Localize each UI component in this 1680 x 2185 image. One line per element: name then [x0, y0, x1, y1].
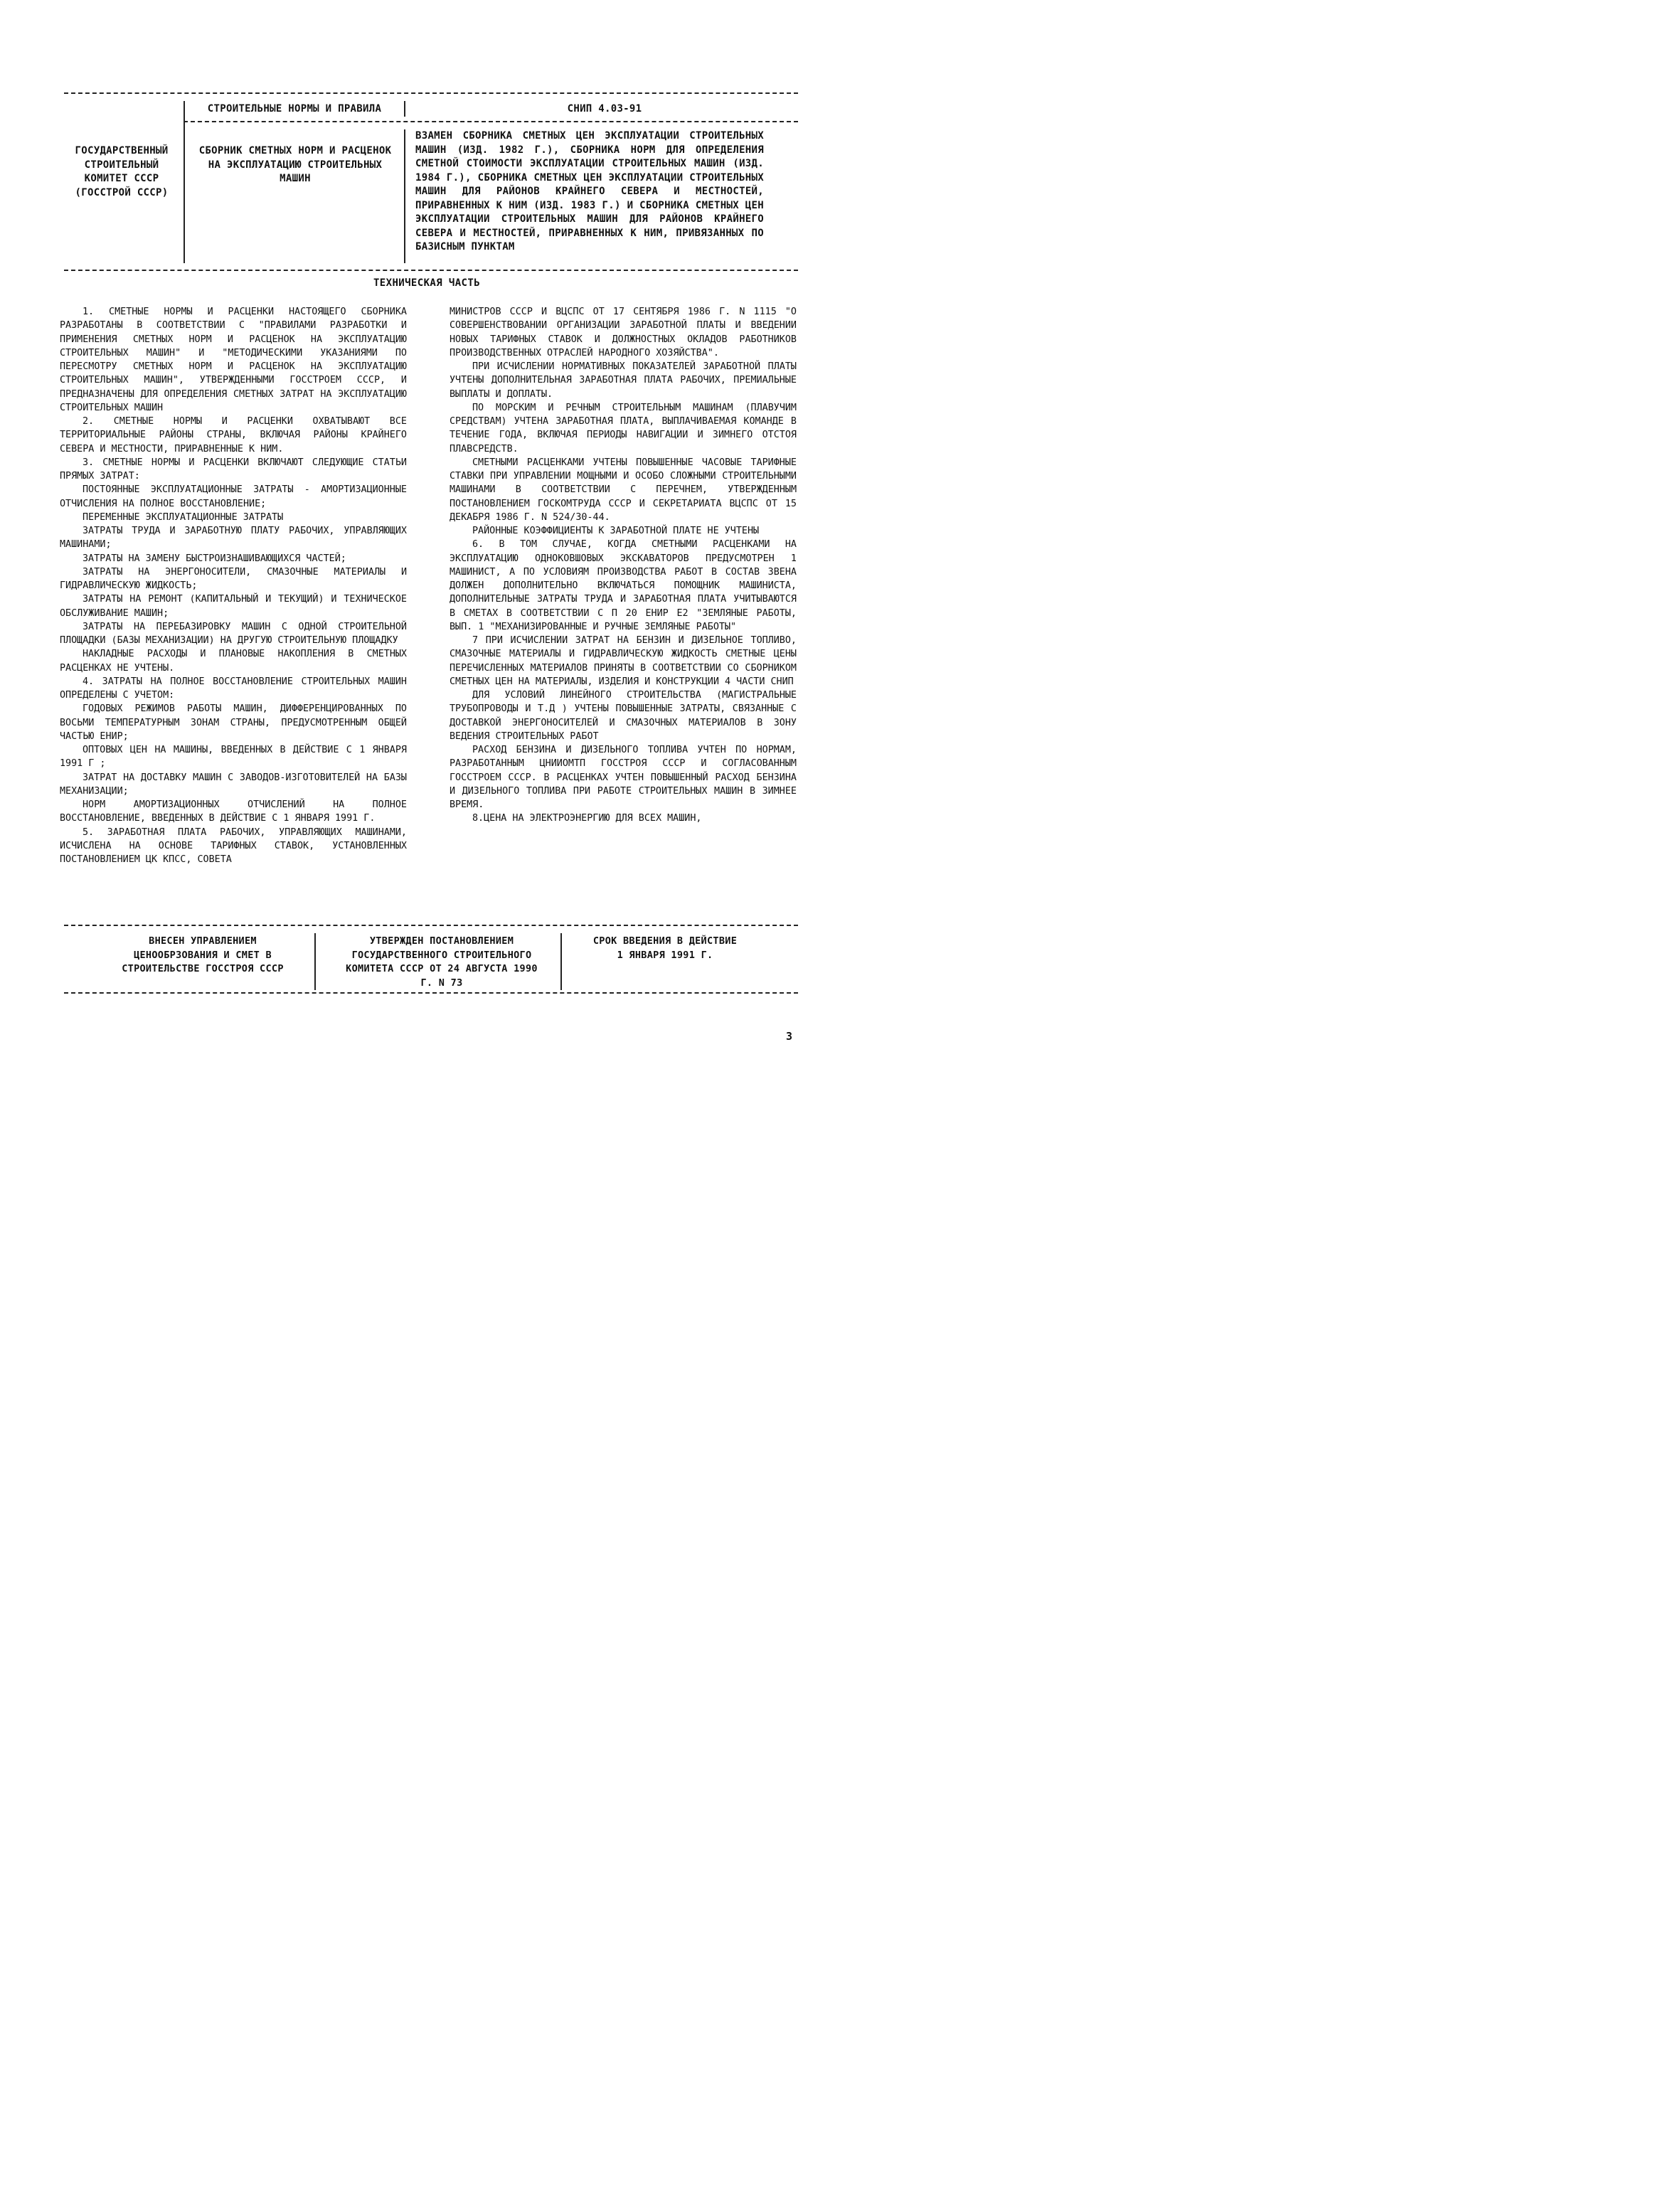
issuing-organization: ГОСУДАРСТВЕННЫЙ СТРОИТЕЛЬНЫЙ КОМИТЕТ СССР (ГОССТРОЙ СССР)	[75, 145, 169, 198]
paragraph: МИНИСТРОВ СССР И ВЦСПС ОТ 17 СЕНТЯБРЯ 1986 Г. N 1115 "О СОВЕРШЕНСТВОВАНИИ ОРГАНИЗАЦИИ ЗАРАБОТНОЙ ПЛАТЫ И ВВЕДЕНИИ НОВЫХ ТАРИФНЫХ СТАВОК И ДОЛЖНОСТНЫХ ОКЛАДОВ РАБОТНИКОВ ПРОИЗВОДСТВЕННЫХ ОТРАСЛЕЙ НАРОДНОГО ХОЗЯЙСТВА".	[450, 307, 797, 358]
paragraph: 6. В ТОМ СЛУЧАЕ, КОГДА СМЕТНЫМИ РАСЦЕНКАМИ НА ЭКСПЛУАТАЦИЮ ОДНОКОВШОВЫХ ЭКСКАВАТОРОВ ПРЕДУСМОТРЕН 1 МАШИНИСТ, А ПО УСЛОВИЯМ ПРОИЗВОДСТВА РАБОТ В СОСТАВ ЗВЕНА ДОЛЖЕН ДОПОЛНИТЕЛЬНО ВКЛЮЧАТЬСЯ ПОМОЩНИК МАШИНИСТА, ДОПОЛНИТЕЛЬНЫЕ ЗАТРАТЫ ТРУДА И ЗАРАБОТНАЯ ПЛАТА УЧИТЫВАЮТСЯ В СМЕТАХ В СООТВЕТСТВИИ С П 20 ЕНИР Е2 "ЗЕМЛЯНЫЕ РАБОТЫ, ВЫП. 1 "МЕХАНИЗИРОВАННЫЕ И РУЧНЫЕ ЗЕМЛЯНЫЕ РАБОТЫ"	[450, 539, 797, 632]
footer-divider-left	[314, 933, 316, 990]
replaces-note: ВЗАМЕН СБОРНИКА СМЕТНЫХ ЦЕН ЭКСПЛУАТАЦИИ СТРОИТЕЛЬНЫХ МАШИН (ИЗД. 1982 Г.), СБОРНИКА НОРМ ДЛЯ ОПРЕДЕЛЕНИЯ СМЕТНОЙ СТОИМОСТИ ЭКСПЛУАТАЦИИ СТРОИТЕЛЬНЫХ МАШИН (ИЗД. 1984 Г.), СБОРНИКА СМЕТНЫХ ЦЕН ЭКСПЛУАТАЦИИ СТРОИТЕЛЬНЫХ МАШИН ДЛЯ РАЙОНОВ КРАЙНЕГО СЕВЕРА И МЕСТНОСТЕЙ, ПРИРАВНЕННЫХ К НИМ (ИЗД. 1983 Г.) И СБОРНИКА СМЕТНЫХ ЦЕН ЭКСПЛУАТАЦИИ СТРОИТЕЛЬНЫХ МАШИН ДЛЯ РАЙОНОВ КРАЙНЕГО СЕВЕРА И МЕСТНОСТЕЙ, ПРИРАВНЕННЫХ К НИМ, ПРИВЯЗАННЫХ ПО БАЗИСНЫМ ПУНКТАМ	[415, 130, 764, 252]
paragraph: ПРИ ИСЧИСЛЕНИИ НОРМАТИВНЫХ ПОКАЗАТЕЛЕЙ ЗАРАБОТНОЙ ПЛАТЫ УЧТЕНЫ ДОПОЛНИТЕЛЬНАЯ ЗАРАБОТНАЯ ПЛАТА РАБОЧИХ, ПРЕМИАЛЬНЫЕ ВЫПЛАТЫ И ДОПЛАТЫ.	[450, 361, 797, 400]
paragraph: ЗАТРАТЫ НА ЗАМЕНУ БЫСТРОИЗНАШИВАЮЩИХСЯ ЧАСТЕЙ;	[83, 553, 346, 564]
paragraph: ДЛЯ УСЛОВИЙ ЛИНЕЙНОГО СТРОИТЕЛЬСТВА (МАГИСТРАЛЬНЫЕ ТРУБОПРОВОДЫ И Т.Д ) УЧТЕНЫ ПОВЫШЕННЫЕ ЗАТРАТЫ, СВЯЗАННЫЕ С ДОСТАВКОЙ ЭНЕРГОНОСИТЕЛЕЙ И СМАЗОЧНЫХ МАТЕРИАЛОВ В ЗОНУ ВЕДЕНИЯ СТРОИТЕЛЬНЫХ РАБОТ	[450, 690, 797, 742]
paragraph: РАСХОД БЕНЗИНА И ДИЗЕЛЬНОГО ТОПЛИВА УЧТЕН ПО НОРМАМ, РАЗРАБОТАННЫМ ЦНИИОМТП ГОССТРОЯ СССР И СОГЛАСОВАННЫМ ГОССТРОЕМ СССР. В РАСЦЕНКАХ УЧТЕН ПОВЫШЕННЫЙ РАСХОД БЕНЗИНА И ДИЗЕЛЬНОГО ТОПЛИВА ПРИ РАБОТЕ СТРОИТЕЛЬНЫХ МАШИН В ЗИМНЕЕ ВРЕМЯ.	[450, 745, 797, 810]
paragraph: 3. СМЕТНЫЕ НОРМЫ И РАСЦЕНКИ ВКЛЮЧАЮТ СЛЕДУЮЩИЕ СТАТЬИ ПРЯМЫХ ЗАТРАТ:	[60, 457, 407, 482]
footer-bottom-rule	[64, 992, 798, 994]
paragraph: СМЕТНЫМИ РАСЦЕНКАМИ УЧТЕНЫ ПОВЫШЕННЫЕ ЧАСОВЫЕ ТАРИФНЫЕ СТАВКИ ПРИ УПРАВЛЕНИИ МОЩНЫМИ И ОСОБО СЛОЖНЫМИ СТРОИТЕЛЬНЫМИ МАШИНАМИ В СООТВЕТСТВИИ С ПЕРЕЧНЕМ, УТВЕРЖДЕННЫМ ПОСТАНОВЛЕНИЕМ ГОСКОМТРУДА СССР И СЕКРЕТАРИАТА ВЦСПС ОТ 15 ДЕКАБРЯ 1986 Г. N 524/30-44.	[450, 457, 797, 523]
header-divider-right	[404, 129, 405, 263]
paragraph: ПЕРЕМЕННЫЕ ЭКСПЛУАТАЦИОННЫЕ ЗАТРАТЫ	[83, 511, 284, 523]
paragraph: 8.ЦЕНА НА ЭЛЕКТРОЭНЕРГИЮ ДЛЯ ВСЕХ МАШИН,	[472, 813, 702, 824]
standard-code: СНИП 4.03-91	[567, 103, 642, 115]
standard-title: СТРОИТЕЛЬНЫЕ НОРМЫ И ПРАВИЛА	[207, 103, 382, 115]
paragraph: НОРМ АМОРТИЗАЦИОННЫХ ОТЧИСЛЕНИЙ НА ПОЛНОЕ ВОССТАНОВЛЕНИЕ, ВВЕДЕННЫХ В ДЕЙСТВИЕ С 1 ЯНВАРЯ 1991 Г.	[60, 799, 407, 824]
top-rule	[64, 92, 798, 94]
collection-title: СБОРНИК СМЕТНЫХ НОРМ И РАСЦЕНОК НА ЭКСПЛУАТАЦИЮ СТРОИТЕЛЬНЫХ МАШИН	[198, 145, 392, 184]
paragraph: 2. СМЕТНЫЕ НОРМЫ И РАСЦЕНКИ ОХВАТЫВАЮТ ВСЕ ТЕРРИТОРИАЛЬНЫЕ РАЙОНЫ СТРАНЫ, ВКЛЮЧАЯ РАЙОНЫ КРАЙНЕГО СЕВЕРА И МЕСТНОСТИ, ПРИРАВНЕННЫЕ К НИМ.	[60, 416, 407, 454]
paragraph: ЗАТРАТЫ НА ЭНЕРГОНОСИТЕЛИ, СМАЗОЧНЫЕ МАТЕРИАЛЫ И ГИДРАВЛИЧЕСКУЮ ЖИДКОСТЬ;	[60, 566, 407, 591]
paragraph: НАКЛАДНЫЕ РАСХОДЫ И ПЛАНОВЫЕ НАКОПЛЕНИЯ В СМЕТНЫХ РАСЦЕНКАХ НЕ УЧТЕНЫ.	[60, 649, 407, 674]
header-divider-title	[404, 101, 405, 117]
footer-divider-right	[560, 933, 562, 990]
paragraph: ПОСТОЯННЫЕ ЭКСПЛУАТАЦИОННЫЕ ЗАТРАТЫ - АМОРТИЗАЦИОННЫЕ ОТЧИСЛЕНИЯ НА ПОЛНОЕ ВОССТАНОВЛЕНИЕ;	[60, 484, 407, 509]
approved-by: УТВЕРЖДЕН ПОСТАНОВЛЕНИЕМ ГОСУДАРСТВЕННОГО СТРОИТЕЛЬНОГО КОМИТЕТА СССР ОТ 24 АВГУСТА 1990 Г. N 73	[346, 935, 538, 989]
header-inner-rule	[184, 121, 798, 122]
page-number: 3	[785, 1030, 792, 1043]
effective-date: СРОК ВВЕДЕНИЯ В ДЕЙСТВИЕ 1 ЯНВАРЯ 1991 Г.	[592, 935, 738, 961]
right-column	[450, 305, 797, 826]
footer-top-rule	[64, 925, 798, 926]
paragraph: ОПТОВЫХ ЦЕН НА МАШИНЫ, ВВЕДЕННЫХ В ДЕЙСТВИЕ С 1 ЯНВАРЯ 1991 Г ;	[60, 745, 407, 770]
paragraph: ЗАТРАТЫ НА РЕМОНТ (КАПИТАЛЬНЫЙ И ТЕКУЩИЙ) И ТЕХНИЧЕСКОЕ ОБСЛУЖИВАНИЕ МАШИН;	[60, 594, 407, 619]
paragraph: ЗАТРАТЫ ТРУДА И ЗАРАБОТНУЮ ПЛАТУ РАБОЧИХ, УПРАВЛЯЮЩИХ МАШИНАМИ;	[60, 526, 407, 551]
paragraph: ГОДОВЫХ РЕЖИМОВ РАБОТЫ МАШИН, ДИФФЕРЕНЦИРОВАННЫХ ПО ВОСЬМИ ТЕМПЕРАТУРНЫМ ЗОНАМ СТРАНЫ, ПРЕДУСМОТРЕННЫМ ОБЩЕЙ ЧАСТЬЮ ЕНИР;	[60, 703, 407, 742]
paragraph: ЗАТРАТ НА ДОСТАВКУ МАШИН С ЗАВОДОВ-ИЗГОТОВИТЕЛЕЙ НА БАЗЫ МЕХАНИЗАЦИИ;	[60, 772, 407, 797]
section-title: ТЕХНИЧЕСКАЯ ЧАСТЬ	[373, 277, 481, 289]
paragraph: 7 ПРИ ИСЧИСЛЕНИИ ЗАТРАТ НА БЕНЗИН И ДИЗЕЛЬНОЕ ТОПЛИВО, СМАЗОЧНЫЕ МАТЕРИАЛЫ И ГИДРАВЛИЧЕСКУЮ ЖИДКОСТЬ СМЕТНЫЕ ЦЕНЫ ПЕРЕЧИСЛЕННЫХ МАТЕРИАЛОВ ПРИНЯТЫ В СООТВЕТСТВИИ СО СБОРНИКОМ СМЕТНЫХ ЦЕН НА МАТЕРИАЛЫ, ИЗДЕЛИЯ И КОНСТРУКЦИИ 4 ЧАСТИ СНИП	[450, 635, 797, 687]
introduced-by: ВНЕСЕН УПРАВЛЕНИЕМ ЦЕНООБРЗОВАНИЯ И СМЕТ В СТРОИТЕЛЬСТВЕ ГОССТРОЯ СССР	[122, 935, 284, 974]
paragraph: 4. ЗАТРАТЫ НА ПОЛНОЕ ВОССТАНОВЛЕНИЕ СТРОИТЕЛЬНЫХ МАШИН ОПРЕДЕЛЕНЫ С УЧЕТОМ:	[60, 676, 407, 701]
paragraph: ПО МОРСКИМ И РЕЧНЫМ СТРОИТЕЛЬНЫМ МАШИНАМ (ПЛАВУЧИМ СРЕДСТВАМ) УЧТЕНА ЗАРАБОТНАЯ ПЛАТА, ВЫПЛАЧИВАЕМАЯ КОМАНДЕ В ТЕЧЕНИЕ ГОДА, ВКЛЮЧАЯ ПЕРИОДЫ НАВИГАЦИИ И ЗИМНЕГО ОТСТОЯ ПЛАВСРЕДСТВ.	[450, 402, 797, 454]
document-page	[0, 0, 854, 1110]
paragraph: РАЙОННЫЕ КОЭФФИЦИЕНТЫ К ЗАРАБОТНОЙ ПЛАТЕ НЕ УЧТЕНЫ	[472, 526, 760, 536]
paragraph: 1. СМЕТНЫЕ НОРМЫ И РАСЦЕНКИ НАСТОЯЩЕГО СБОРНИКА РАЗРАБОТАНЫ В СООТВЕТСТВИИ С "ПРАВИЛАМИ РАЗРАБОТКИ И ПРИМЕНЕНИЯ СМЕТНЫХ НОРМ И РАСЦЕНОК НА ЭКСПЛУАТАЦИЮ СТРОИТЕЛЬНЫХ МАШИН" И "МЕТОДИЧЕСКИМИ УКАЗАНИЯМИ ПО ПЕРЕСМОТРУ СМЕТНЫХ НОРМ И РАСЦЕНОК НА ЭКСПЛУАТАЦИЮ СТРОИТЕЛЬНЫХ МАШИН", УТВЕРЖДЕННЫМИ ГОССТРОЕМ СССР, И ПРЕДНАЗНАЧЕНЫ ДЛЯ ОПРЕДЕЛЕНИЯ СМЕТНЫХ ЗАТРАТ НА ЭКСПЛУАТАЦИЮ СТРОИТЕЛЬНЫХ МАШИН	[60, 307, 407, 413]
paragraph: ЗАТРАТЫ НА ПЕРЕБАЗИРОВКУ МАШИН С ОДНОЙ СТРОИТЕЛЬНОЙ ПЛОЩАДКИ (БАЗЫ МЕХАНИЗАЦИИ) НА ДРУГУЮ СТРОИТЕЛЬНУЮ ПЛОЩАДКУ	[60, 621, 407, 646]
left-column	[60, 305, 407, 866]
paragraph: 5. ЗАРАБОТНАЯ ПЛАТА РАБОЧИХ, УПРАВЛЯЮЩИХ МАШИНАМИ, ИСЧИСЛЕНА НА ОСНОВЕ ТАРИФНЫХ СТАВОК, УСТАНОВЛЕННЫХ ПОСТАНОВЛЕНИЕМ ЦК КПСС, СОВЕТА	[60, 826, 407, 865]
header-divider-left	[184, 101, 185, 263]
header-bottom-rule	[64, 270, 798, 271]
